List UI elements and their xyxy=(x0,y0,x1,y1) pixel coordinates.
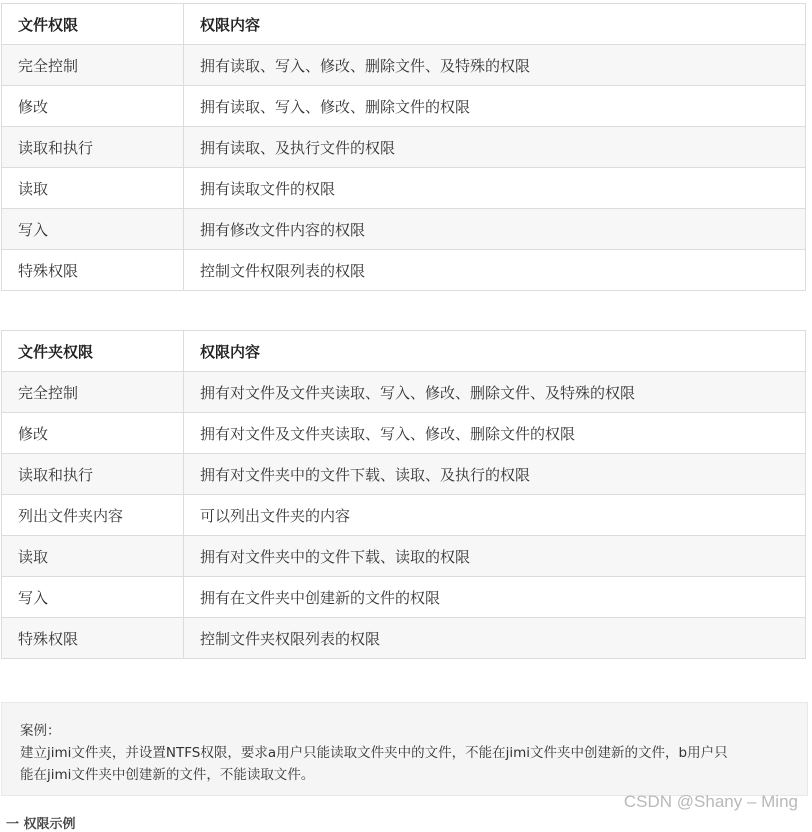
permission-name-cell: 完全控制 xyxy=(2,372,184,413)
case-text-line-1: 建立jimi文件夹，并设置NTFS权限，要求a用户只能读取文件夹中的文件，不能在jimi文件夹中创建新的文件，b用户只 xyxy=(20,745,728,761)
permission-name-cell: 特殊权限 xyxy=(2,250,184,291)
column-header: 权限内容 xyxy=(184,331,806,372)
table-row xyxy=(2,127,806,168)
case-note-box xyxy=(1,702,808,796)
permission-content-cell: 拥有对文件及文件夹读取、写入、修改、删除文件、及特殊的权限 xyxy=(184,372,806,413)
permission-content-cell: 拥有读取、及执行文件的权限 xyxy=(184,127,806,168)
permission-content-cell: 拥有对文件夹中的文件下载、读取、及执行的权限 xyxy=(184,454,806,495)
table-row xyxy=(2,454,806,495)
table-row xyxy=(2,250,806,291)
column-header: 文件权限 xyxy=(2,4,184,45)
table-row xyxy=(2,372,806,413)
file-permission-table xyxy=(1,3,806,291)
permission-content-cell: 拥有对文件及文件夹读取、写入、修改、删除文件的权限 xyxy=(184,413,806,454)
column-header: 权限内容 xyxy=(184,4,806,45)
permission-name-cell: 读取和执行 xyxy=(2,454,184,495)
permission-name-cell: 读取 xyxy=(2,168,184,209)
permission-content-cell: 拥有读取、写入、修改、删除文件的权限 xyxy=(184,86,806,127)
table-row xyxy=(2,618,806,659)
permission-name-cell: 完全控制 xyxy=(2,45,184,86)
column-header: 文件夹权限 xyxy=(2,331,184,372)
permission-content-cell: 拥有在文件夹中创建新的文件的权限 xyxy=(184,577,806,618)
permission-name-cell: 写入 xyxy=(2,209,184,250)
csdn-watermark: CSDN @Shany – Ming xyxy=(623,792,798,811)
table-header-row xyxy=(2,4,806,45)
permission-content-cell: 控制文件权限列表的权限 xyxy=(184,250,806,291)
permission-name-cell: 读取和执行 xyxy=(2,127,184,168)
permission-content-cell: 拥有对文件夹中的文件下载、读取的权限 xyxy=(184,536,806,577)
table-row xyxy=(2,495,806,536)
permission-content-cell: 可以列出文件夹的内容 xyxy=(184,495,806,536)
permission-name-cell: 写入 xyxy=(2,577,184,618)
next-section-heading: 一 权限示例 xyxy=(6,817,76,832)
table-row xyxy=(2,45,806,86)
permission-content-cell: 拥有读取文件的权限 xyxy=(184,168,806,209)
permission-content-cell: 拥有修改文件内容的权限 xyxy=(184,209,806,250)
permission-content-cell: 控制文件夹权限列表的权限 xyxy=(184,618,806,659)
table-row xyxy=(2,577,806,618)
case-text-line-2: 能在jimi文件夹中创建新的文件，不能读取文件。 xyxy=(20,767,315,783)
table-row xyxy=(2,536,806,577)
permission-name-cell: 列出文件夹内容 xyxy=(2,495,184,536)
case-title: 案例： xyxy=(20,723,61,739)
table-row xyxy=(2,209,806,250)
table-row xyxy=(2,168,806,209)
table-row xyxy=(2,86,806,127)
table-header-row xyxy=(2,331,806,372)
permission-name-cell: 读取 xyxy=(2,536,184,577)
permission-name-cell: 特殊权限 xyxy=(2,618,184,659)
permission-name-cell: 修改 xyxy=(2,86,184,127)
permission-content-cell: 拥有读取、写入、修改、删除文件、及特殊的权限 xyxy=(184,45,806,86)
permission-name-cell: 修改 xyxy=(2,413,184,454)
folder-permission-table xyxy=(1,330,806,659)
table-row xyxy=(2,413,806,454)
